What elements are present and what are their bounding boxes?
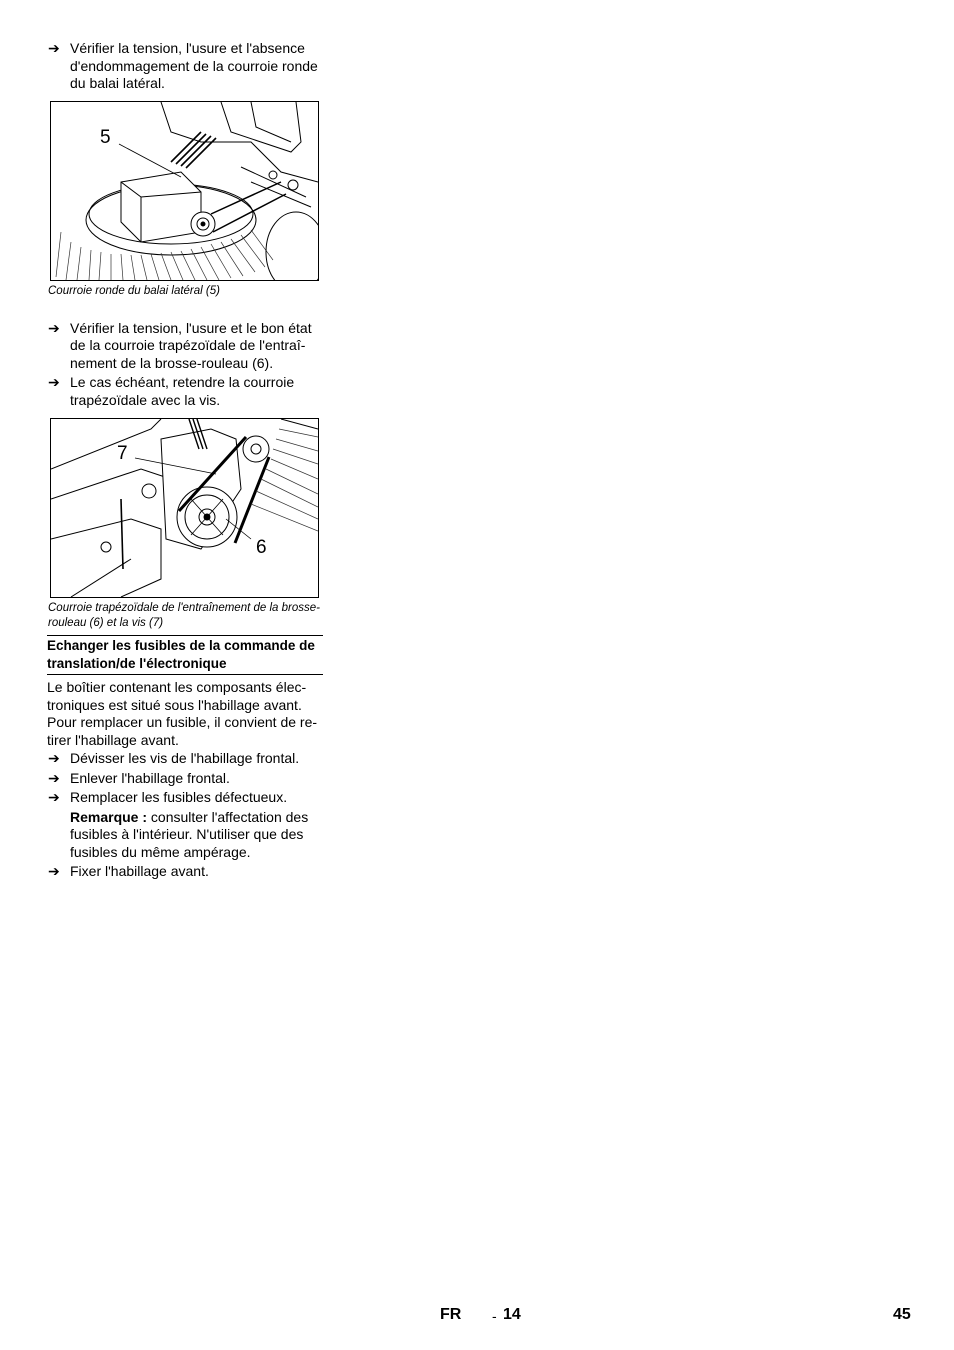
note-text: consulter l'affectation des fusibles à l'intérieur. N'utiliser que des fusibles du même ampérage. [70, 808, 309, 860]
step-text: Enlever l'habillage frontal. [70, 769, 230, 786]
arrow-icon: ➔ [48, 769, 60, 786]
step-text: Vérifier la tension, l'usure et le bon état de la courroie trapézoïdale de l'entraî-nement de la brosse-rouleau (6). [70, 319, 312, 371]
step-text: Le cas échéant, retendre la courroie trapézoïdale avec la vis. [70, 374, 295, 408]
arrow-icon: ➔ [48, 863, 60, 879]
instruction-step [47, 40, 323, 93]
instruction-step [47, 750, 323, 768]
side-broom-illustration [51, 102, 318, 280]
main-column [47, 40, 323, 883]
footer-local-page: 14 [503, 1306, 521, 1323]
section-intro: Le boîtier contenant les composants élec-troniques est situé sous l'habillage avant. Pour remplacer un fusible, il convient de re-tirer l'habillage avant. [47, 679, 318, 748]
arrow-icon: ➔ [48, 374, 60, 390]
callout-number: 7 [117, 443, 128, 464]
instruction-step [47, 863, 323, 881]
instruction-step [47, 789, 323, 807]
roller-brush-illustration [51, 419, 318, 597]
footer-language: FR [440, 1306, 462, 1323]
step-text: Vérifier la tension, l'usure et l'absence d'endommagement de la courroie ronde du balai latéral. [70, 40, 318, 91]
instruction-step [47, 374, 323, 409]
step-text: Remplacer les fusibles défectueux. [70, 789, 288, 805]
section-heading: Echanger les fusibles de la commande de translation/de l'électronique [47, 635, 323, 675]
note-label: Remarque : [70, 808, 148, 825]
callout-number: 5 [100, 126, 111, 148]
arrow-icon: ➔ [48, 789, 60, 805]
callout-number: 6 [256, 537, 267, 558]
step-text: Fixer l'habillage avant. [70, 863, 209, 879]
figure-side-broom-belt [50, 101, 319, 281]
footer-separator: - [492, 1308, 497, 1324]
arrow-icon: ➔ [48, 319, 60, 336]
figure-caption: Courroie ronde du balai latéral (5) [48, 284, 220, 297]
figure-caption: Courroie trapézoïdale de l'entraînement de la brosse-rouleau (6) et la vis (7) [48, 602, 320, 629]
figure-roller-brush-belt [50, 418, 319, 598]
arrow-icon: ➔ [48, 40, 60, 56]
instruction-step [47, 320, 323, 373]
step-text: Dévisser les vis de l'habillage frontal. [70, 750, 300, 766]
page-number: 45 [893, 1306, 911, 1323]
note [47, 809, 323, 862]
instruction-step [47, 770, 323, 788]
arrow-icon: ➔ [48, 750, 60, 766]
